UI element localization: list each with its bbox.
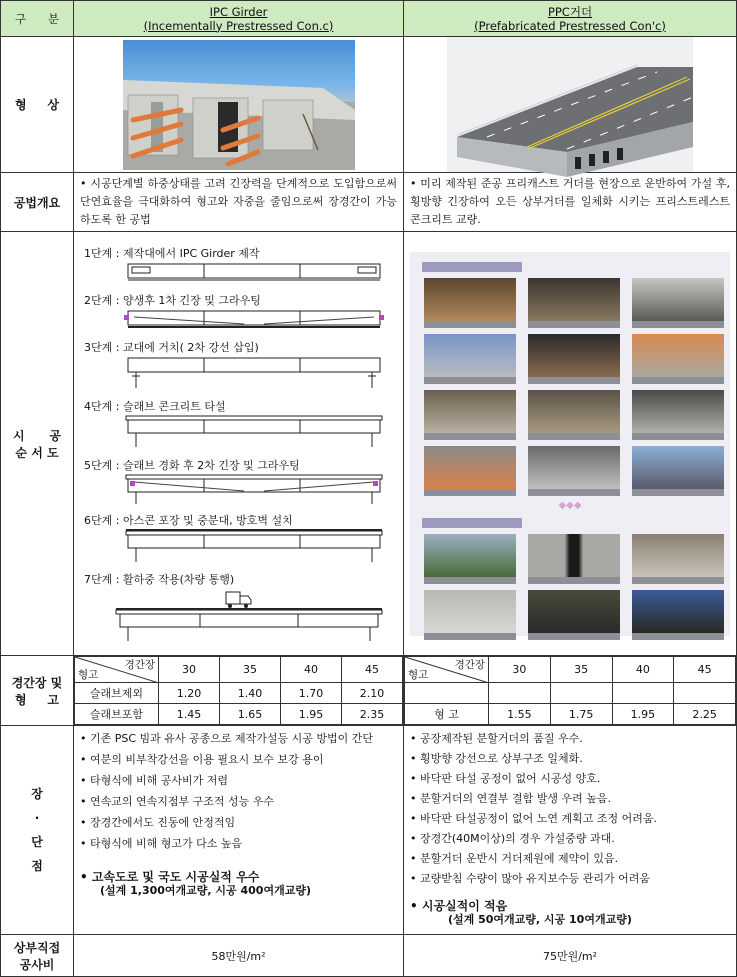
ppc-track-record-title: • 시공실적이 적음	[410, 899, 508, 913]
depth-row-name: 슬래브제외	[75, 683, 159, 704]
pros-cons-label-char: ·	[34, 811, 40, 825]
factory-photo	[528, 446, 620, 496]
diagonal-header	[405, 657, 489, 683]
header-category-char: 구	[15, 11, 27, 26]
header-row	[1, 1, 737, 37]
factory-photo-grid	[418, 278, 722, 496]
list-item: • 여분의 비부착강선을 이용 필요시 보수 보강 용이	[80, 753, 324, 766]
depth-value: 2.25	[674, 704, 736, 725]
site-section-bar	[422, 518, 522, 528]
span-value: 45	[674, 657, 736, 683]
ipc-overview-cell	[74, 173, 404, 232]
ipc-subtitle: (Incementally Prestressed Con.c)	[143, 18, 334, 33]
step-4-label: 4단계 : 슬래브 콘크리트 타설	[84, 400, 226, 413]
pros-cons-row	[1, 726, 737, 935]
ppc-subtitle: (Prefabricated Prestressed Con'c)	[474, 18, 666, 33]
span-value: 45	[342, 657, 403, 683]
step-5-beam-diagram	[124, 474, 384, 504]
factory-photo	[424, 334, 516, 384]
header-ppc	[404, 1, 737, 37]
header-category	[1, 1, 74, 37]
header-ipc	[74, 1, 404, 37]
step-2-label: 2단계 : 양생후 1차 긴장 및 그라우팅	[84, 294, 261, 307]
ipc-sequence-cell	[74, 232, 404, 656]
depth-row-empty	[405, 683, 736, 704]
factory-photo	[528, 390, 620, 440]
sequence-label-char: 시	[13, 428, 25, 443]
ppc-track-record-detail: (설계 50여개교량, 시공 10여개교량)	[448, 913, 632, 926]
list-item: • 타형식에 비해 형고가 다소 높음	[80, 837, 243, 850]
depth-value: 1.20	[159, 683, 220, 704]
site-photo	[424, 534, 516, 584]
cost-label-line2: 공사비	[19, 957, 55, 972]
span-value: 35	[550, 657, 612, 683]
depth-row-header: 형고	[78, 669, 99, 681]
ipc-track-record	[80, 870, 397, 898]
depth-value: 1.75	[550, 704, 612, 725]
truck-icon	[226, 592, 251, 608]
depth-value	[674, 683, 736, 704]
sequence-label-char: 공	[49, 428, 61, 443]
step-5-label: 5단계 : 슬래브 경화 후 2차 긴장 및 그라우팅	[84, 459, 300, 472]
factory-photo	[632, 446, 724, 496]
list-item: • 장경간에서도 진동에 안정적임	[80, 816, 236, 829]
span-label	[1, 656, 74, 726]
span-label-line1: 경간장 및	[11, 675, 63, 690]
sequence-row	[1, 232, 737, 656]
depth-row-header: 형고	[408, 669, 429, 681]
step-6-label: 6단계 : 아스콘 포장 및 중분대, 방호벽 설치	[84, 514, 293, 527]
ipc-pros-cons-cell	[74, 726, 404, 935]
overview-row	[1, 173, 737, 232]
factory-photo	[528, 334, 620, 384]
ppc-span-cell	[404, 656, 737, 726]
cost-label	[1, 935, 74, 977]
factory-section-bar	[422, 262, 522, 272]
factory-photo	[632, 334, 724, 384]
depth-value: 1.95	[612, 704, 674, 725]
ppc-span-table	[404, 656, 736, 725]
shape-label-char: 상	[47, 98, 59, 112]
ipc-title: IPC Girder	[209, 4, 268, 19]
step-3-label: 3단계 : 교대에 거치( 2차 강선 삽입)	[84, 341, 259, 354]
ipc-shape-cell	[74, 37, 404, 173]
step-7-label: 7단계 : 활하중 작용(차량 통행)	[84, 573, 235, 586]
site-photo	[528, 534, 620, 584]
ppc-title: PPC거더	[547, 4, 593, 19]
pros-cons-label-char: 장	[31, 787, 43, 801]
step-4-beam-diagram	[124, 415, 384, 449]
ppc-overview-cell	[404, 173, 737, 232]
span-value: 40	[281, 657, 342, 683]
span-value: 40	[612, 657, 674, 683]
span-value: 35	[220, 657, 281, 683]
overview-label: 공법개요	[1, 173, 74, 232]
list-item: • 공장제작된 분할거더의 품질 우수.	[410, 732, 583, 745]
span-column-header: 경간장	[454, 659, 485, 671]
span-row	[1, 656, 737, 726]
cost-row	[1, 935, 737, 977]
step-3-beam-diagram	[124, 356, 384, 390]
pros-cons-label-char: 단	[31, 835, 43, 849]
pros-cons-label	[1, 726, 74, 935]
step-2-beam-diagram	[124, 309, 384, 331]
pros-cons-label-char: 점	[31, 859, 43, 873]
list-item: • 분할거더의 연결부 결함 발생 우려 높음.	[410, 792, 611, 805]
header-category-char: 분	[47, 11, 59, 26]
depth-value: 1.95	[281, 704, 342, 725]
depth-value: 1.45	[159, 704, 220, 725]
ipc-span-table	[74, 656, 403, 725]
ipc-track-record-title: • 고속도로 및 국도 시공실적 우수	[80, 870, 260, 884]
factory-photo	[528, 278, 620, 328]
site-photo	[632, 534, 724, 584]
list-item: • 기존 PSC 빔과 유사 공종으로 제작가설등 시공 방법이 간단	[80, 732, 374, 745]
depth-row	[75, 704, 403, 725]
ipc-span-cell	[74, 656, 404, 726]
ipc-track-record-detail: (설계 1,300여개교량, 시공 400여개교량)	[100, 884, 311, 897]
shape-row	[1, 37, 737, 173]
ppc-overview-text: • 미리 제작된 준공 프리캐스트 거더를 현장으로 운반하여 가설 후, 횡방향 긴장하여 오든 상부거더를 일체화 시키는 프리스트레스트 콘크리트 교량.	[410, 177, 730, 226]
ipc-cost: 58만원/m²	[74, 935, 404, 977]
list-item: • 횡방향 강선으로 상부구조 일체화.	[410, 752, 583, 765]
span-header-row	[75, 657, 403, 683]
ppc-sequence-cell	[404, 232, 737, 656]
depth-value: 1.40	[220, 683, 281, 704]
step-7-beam-diagram	[114, 588, 384, 642]
ppc-pros-cons-cell	[404, 726, 737, 935]
ipc-girder-photo	[123, 40, 355, 170]
depth-value: 1.70	[281, 683, 342, 704]
depth-value	[550, 683, 612, 704]
cost-label-line1: 상부직접	[13, 940, 61, 955]
factory-photo	[632, 278, 724, 328]
factory-photo	[424, 390, 516, 440]
site-photo	[424, 590, 516, 640]
separator-diamonds: ◆◆◆	[558, 499, 582, 511]
factory-photo	[424, 278, 516, 328]
list-item: • 타형식에 비해 공사비가 저렴	[80, 774, 228, 787]
ppc-track-record	[410, 899, 730, 927]
depth-value: 2.10	[342, 683, 403, 704]
ppc-construction-photos	[410, 252, 730, 636]
span-value: 30	[489, 657, 551, 683]
span-label-char: 고	[47, 692, 59, 707]
ppc-cost: 75만원/m²	[404, 935, 737, 977]
ppc-girder-rendering	[447, 37, 693, 172]
list-item: • 연속교의 연속지점부 구조적 성능 우수	[80, 795, 274, 808]
depth-value: 1.65	[220, 704, 281, 725]
site-photo-grid	[418, 534, 722, 640]
sequence-label-line2: 순 서 도	[15, 445, 59, 460]
sequence-label	[1, 232, 74, 656]
shape-label-char: 형	[15, 98, 27, 112]
span-value: 30	[159, 657, 220, 683]
site-photo	[632, 590, 724, 640]
step-1-label: 1단계 : 제작대에서 IPC Girder 제작	[84, 247, 260, 260]
factory-photo	[424, 446, 516, 496]
shape-label	[1, 37, 74, 173]
depth-row-name: 형 고	[405, 704, 489, 725]
list-item: • 장경간(40M이상)의 경우 가설중량 과대.	[410, 832, 615, 845]
depth-value: 1.55	[489, 704, 551, 725]
step-6-beam-diagram	[124, 529, 384, 563]
depth-row	[405, 704, 736, 725]
ipc-overview-text: • 시공단계별 하중상태를 고려 긴장력을 단계적으로 도입함으로써 단연효율을 극대화하여 형고와 자중을 줄임으로써 장경간이 가능하도록 한 공법	[80, 177, 397, 226]
list-item: • 바닥판 타설공정이 없어 노연 계획고 조정 어려움.	[410, 812, 657, 825]
list-item: • 바닥판 타설 공정이 없어 시공성 양호.	[410, 772, 601, 785]
site-photo	[528, 590, 620, 640]
depth-value	[612, 683, 674, 704]
span-label-char: 형	[15, 692, 27, 707]
step-1-beam-diagram	[124, 262, 384, 284]
depth-value	[489, 683, 551, 704]
factory-photo	[632, 390, 724, 440]
ipc-pros-cons-list	[74, 726, 403, 906]
ppc-shape-cell	[404, 37, 737, 173]
list-item: • 교량받침 수량이 많아 유지보수등 관리가 어려움	[410, 872, 650, 885]
construction-steps	[74, 232, 403, 655]
ppc-pros-cons-list	[404, 726, 736, 934]
diagonal-header	[75, 657, 159, 683]
span-header-row	[405, 657, 736, 683]
depth-row	[75, 683, 403, 704]
list-item: • 분할거더 운반시 거더제원에 제약이 있음.	[410, 852, 619, 865]
span-column-header: 경간장	[124, 659, 155, 671]
depth-row-name	[405, 683, 489, 704]
depth-value: 2.35	[342, 704, 403, 725]
depth-row-name: 슬래브포함	[75, 704, 159, 725]
